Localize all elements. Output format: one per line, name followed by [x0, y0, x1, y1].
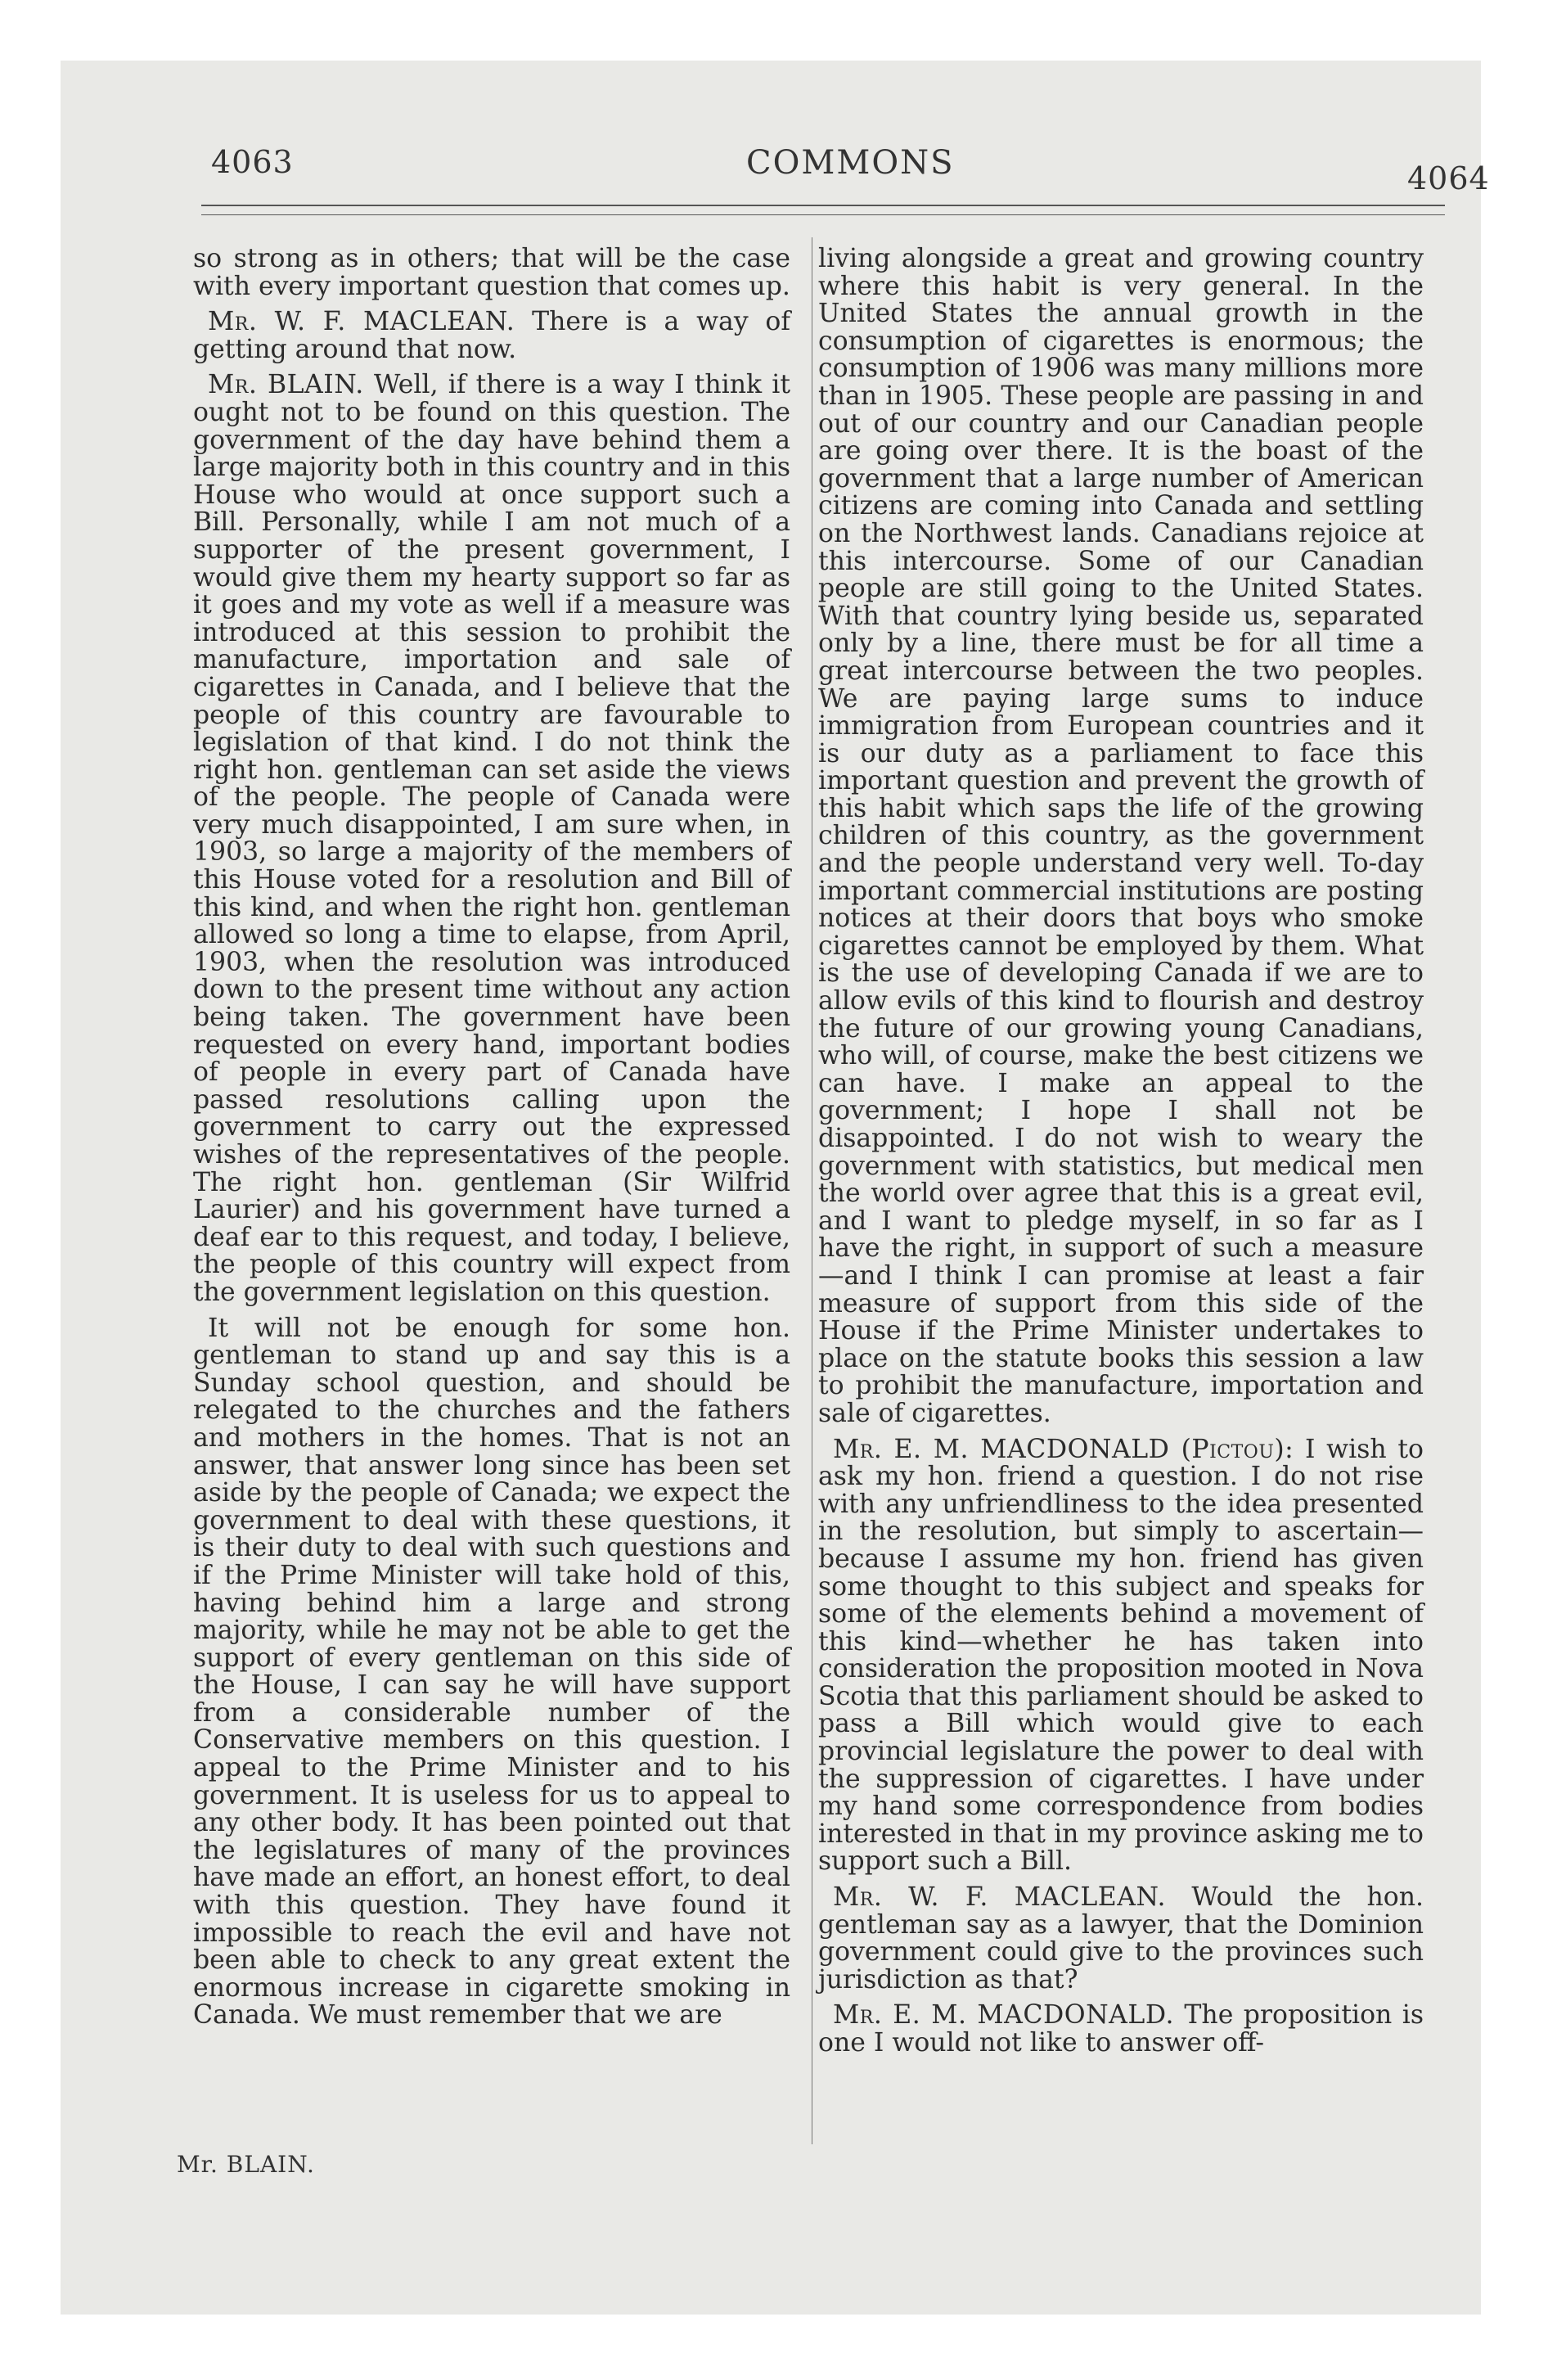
paragraph-text: It will not be enough for some hon. gentleman to stand up and say this is a Sunday school question, and should be relegated to the churches and the fathers and mothers in the homes. That is not an answer, that answer long since has been set aside by the people of Canada; we expect the government to deal with these questions, it is their duty to deal with such questions and if the Prime Minister will take hold of this, having behind him a large and strong majority, while he may not be able to get the support of every gentleman on this side of the House, I can say he will have support from a considerable number of the Conservative members on this question. I appeal to the Prime Minister and to his government. It is useless for us to appeal to any other body. It has been pointed out that the legislatures of many of the provinces have made an effort, an honest effort, to deal with this question. They have found it impossible to reach the evil and have not been able to check to any great extent the enormous increase in cigarette smoking in Canada. We must remember that we are	[193, 1313, 790, 2031]
paragraph-text: I wish to ask my hon. friend a question. I do not rise with any unfriendliness to the idea presented in the resolution, but simply to ascertain—because I assume my hon. friend has given some thought to this subject and speaks for some of the elements behind a movement of this kind—whether he has taken into consideration the proposition mooted in Nova Scotia that this parliament should be asked to pass a Bill which would give to each provincial legislature the power to deal with the suppression of cigarettes. I have under my hand some correspondence from bodies interested in that in my province asking me to support such a Bill.	[818, 1434, 1424, 1877]
paragraph	[818, 1884, 1424, 1994]
paragraph-text: living alongside a great and growing country where this habit is very general. In the United States the annual growth in the consumption of cigarettes is enormous; the consumption of 1906 was many millions more than in 1905. These people are passing in and out of our country and our Canadian people are going over there. It is the boast of the government that a large number of American citizens are coming into Canada and settling on the Northwest lands. Canadians rejoice at this intercourse. Some of our Canadian people are still going to the United States. With that country lying beside us, separated only by a line, there must be for all time a great intercourse between the two peoples. We are paying large sums to induce immigration from European countries and it is our duty as a parliament to face this important question and prevent the growth of this habit which saps the life of the growing children of this country, as the government and the people understand very well. To-day important commercial institutions are posting notices at their doors that boys who smoke cigarettes cannot be employed by them. What is the use of developing Canada if we are to allow evils of this kind to flourish and destroy the future of our growing young Canadians, who will, of course, make the best citizens we can have. I make an appeal to the government; I hope I shall not be disappointed. I do not wish to weary the government with statistics, but medical men the world over agree that this is a great evil, and I want to pledge myself, in so far as I have the right, in support of such a measure—and I think I can promise at least a fair measure of support from this side of the House if the Prime Minister undertakes to place on the statute books this session a law to prohibit the manufacture, importation and sale of cigarettes.	[818, 244, 1424, 1428]
paragraph	[818, 2002, 1424, 2057]
paragraph-text: The proposition is one I would not like to answer off-	[818, 2000, 1424, 2058]
paragraph	[193, 309, 790, 363]
speaker-name: Mr. W. F. MACLEAN.	[833, 1882, 1167, 1913]
left-column	[193, 246, 790, 2038]
page-number-right: 4064	[1407, 160, 1490, 196]
speaker-name: Mr. W. F. MACLEAN.	[208, 307, 515, 337]
paragraph	[193, 372, 790, 1306]
speaker-name: Mr. E. M. MACDONALD (Pictou):	[833, 1434, 1294, 1464]
paragraph-text: Would the hon. gentleman say as a lawyer, that the Dominion government could give to the provinces such jurisdiction as that?	[818, 1882, 1424, 1995]
paragraph	[818, 1436, 1424, 1877]
paragraph-text: Well, if there is a way I think it ought not to be found on this question. The government of the day have behind them a large majority both in this country and in this House who would at once support such a Bill. Personally, while I am not much of a supporter of the present government, I would give them my hearty support so far as it goes and my vote as well if a measure was introduced at this session to prohibit the manufacture, importation and sale of cigarettes in Canada, and I believe that the people of this country are favourable to legislation of that kind. I do not think the right hon. gentleman can set aside the views of the people. The people of Canada were very much disappointed, I am sure when, in 1903, so large a majority of the members of this House voted for a resolution and Bill of this kind, and when the right hon. gentleman allowed so long a time to elapse, from April, 1903, when the resolution was introduced down to the present time without any action being taken. The government have been requested on every hand, important bodies of people in every part of Canada have passed resolutions calling upon the government to carry out the expressed wishes of the representatives of the people. The right hon. gentleman (Sir Wilfrid Laurier) and his government have turned a deaf ear to this request, and today, I believe, the people of this country will expect from the government legislation on this question.	[193, 370, 790, 1307]
right-column	[818, 246, 1424, 2066]
header-rule	[201, 205, 1445, 206]
speaker-name: Mr. BLAIN.	[208, 370, 364, 400]
paragraph	[193, 246, 790, 300]
paragraph-text: so strong as in others; that will be the case with every important question that comes up.	[193, 244, 790, 301]
paragraph	[193, 1315, 790, 2030]
footer-speaker-tag: Mr. BLAIN.	[177, 2151, 315, 2178]
speaker-name: Mr. E. M. MACDONALD.	[833, 2000, 1174, 2031]
page-number-left: 4063	[211, 144, 294, 180]
paragraph	[818, 246, 1424, 1428]
header-rule-thin	[201, 214, 1445, 215]
paragraph-text: There is a way of getting around that now.	[193, 307, 791, 364]
running-head: COMMONS	[746, 144, 955, 182]
